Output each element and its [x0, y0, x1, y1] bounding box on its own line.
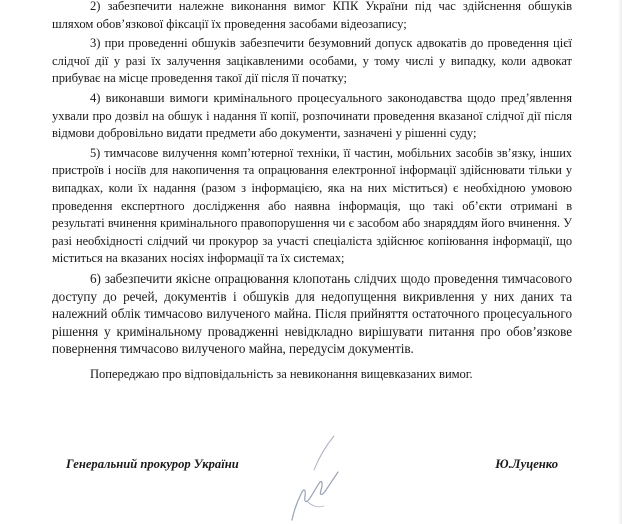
signatory-title: Генеральний прокурор України	[66, 457, 239, 471]
page-edge-shadow	[618, 0, 622, 524]
paragraph-item-5: 5) тимчасове вилучення комп’ютерної техніки, її частин, мобільних засобів зв’язку, інших пристроїв і носіїв для накопичення та опрацювання електронної інформації здійснювати тільки у випадках, коли їх надання (разом з інформацією, яка на них міститься) є необхідною умовою проведення експертного дослідження або наявна інформація, що такі об’єкти отримані в результаті вчинення кримінального правопорушення чи є засобом або знаряддям його вчинення. У разі необхідності слідчий чи прокурор за участі спеціаліста здійснює копіювання інформації, що міститься на вказаних носіях інформації та їх системах;	[52, 145, 572, 266]
paragraph-item-4: 4) виконавши вимоги кримінального процесуального законодавства щодо пред’явлення ухвали про дозвіл на обшук і надання її копії, розпочинати проведення вказаної слідчої дії після відмови добровільно видати предмети або документи, зазначені у рішенні суду;	[52, 90, 572, 141]
paragraph-item-6: 6) забезпечити якісне опрацювання клопотань слідчих щодо проведення тимчасового доступу до речей, документів і обшуків для недопущення викривлення у них даних та належний облік тимчасово вилученого майна. Після прийняття остаточного процесуального рішення у кримінальному провадженні невідкладно вирішувати питання про обов’язкове повернення тимчасово вилученого майна, передусім документів.	[52, 270, 572, 357]
signatory-name: Ю.Луценко	[495, 457, 558, 471]
paragraph-item-3: 3) при проведенні обшуків забезпечити безумовний допуск адвокатів до проведення цієї слідчої дії у разі їх залучення зацікавленими особами, у тому числі у випадку, коли адвокат прибуває на місце проведення такої дії після її початку;	[52, 36, 572, 86]
handwritten-signature	[284, 430, 344, 524]
paragraph-item-2: 2) забезпечити належне виконання вимог КПК України під час здійснення обшуків шляхом обов’язкової фіксації їх проведення засобами відеозапису;	[52, 0, 572, 31]
warning-paragraph: Попереджаю про відповідальність за невиконання вищевказаних вимог.	[90, 366, 473, 381]
document-body	[52, 0, 572, 385]
